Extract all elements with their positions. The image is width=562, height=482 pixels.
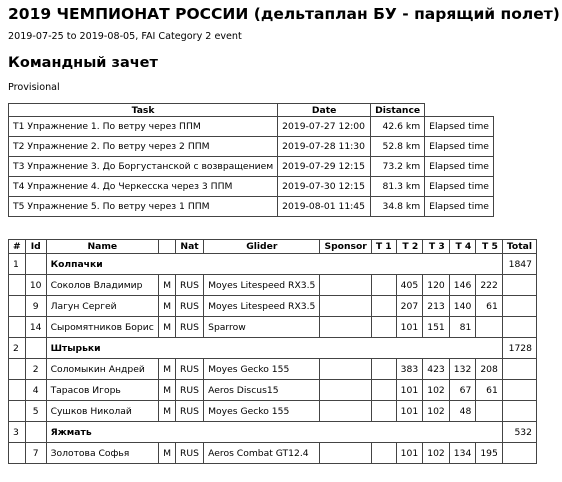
pilot-glider: Moyes Litespeed RX3.5 [204,296,320,317]
pilot-score-t3: 120 [423,275,450,296]
pilot-score-t2: 101 [396,443,423,464]
task-name: T4 Упражнение 4. До Черкесска через 3 ППМ [9,177,278,197]
team-total: 1728 [502,338,536,359]
pilot-score-t2: 101 [396,317,423,338]
results-header-id: Id [25,240,46,254]
team-row [9,422,537,443]
team-name: Яжмать [46,422,502,443]
pilot-score-t1 [371,296,396,317]
pilot-nat: RUS [176,317,204,338]
pilot-id: 5 [25,401,46,422]
task-type: Elapsed time [425,157,494,177]
pilot-glider: Moyes Litespeed RX3.5 [204,275,320,296]
pilot-sponsor [320,275,371,296]
pilot-glider: Moyes Gecko 155 [204,401,320,422]
pilot-score-t4: 132 [449,359,476,380]
pilot-id: 10 [25,275,46,296]
event-dates: 2019-07-25 to 2019-08-05, FAI Category 2 event [8,31,242,42]
pilot-total-cell [502,275,536,296]
pilot-total-cell [502,359,536,380]
pilot-total-cell [502,380,536,401]
task-distance: 34.8 km [371,197,425,217]
task-row [9,197,494,217]
pilot-id: 9 [25,296,46,317]
pilot-row [9,296,537,317]
pilot-row [9,275,537,296]
task-date: 2019-07-30 12:15 [278,177,371,197]
pilot-total-cell [502,317,536,338]
task-type: Elapsed time [425,177,494,197]
tasks-table [8,103,494,217]
results-header-sponsor: Sponsor [320,240,371,254]
pilot-score-t3: 102 [423,401,450,422]
pilot-sponsor [320,443,371,464]
task-name: T2 Упражнение 2. По ветру через 2 ППМ [9,137,278,157]
pilot-glider: Aeros Combat GT12.4 [204,443,320,464]
team-total: 532 [502,422,536,443]
results-header-t3: T 3 [423,240,450,254]
tasks-header-distance: Distance [371,104,425,117]
pilot-score-t4: 48 [449,401,476,422]
results-header-row [9,240,537,254]
pilot-id: 2 [25,359,46,380]
status-label: Provisional [8,82,60,93]
pilot-glider: Moyes Gecko 155 [204,359,320,380]
pilot-score-t3: 151 [423,317,450,338]
results-table [8,239,537,464]
results-header-t2: T 2 [396,240,423,254]
pilot-glider: Aeros Discus15 [204,380,320,401]
task-date: 2019-08-01 11:45 [278,197,371,217]
results-header-nat: Nat [176,240,204,254]
tasks-header-empty [425,104,494,117]
pilot-score-t1 [371,317,396,338]
task-type: Elapsed time [425,117,494,137]
tasks-header-date: Date [278,104,371,117]
pilot-score-t4: 140 [449,296,476,317]
pilot-rank-cell [9,359,26,380]
pilot-id: 14 [25,317,46,338]
task-date: 2019-07-29 12:15 [278,157,371,177]
pilot-nat: RUS [176,275,204,296]
pilot-sex: M [159,275,176,296]
pilot-sponsor [320,296,371,317]
pilot-score-t2: 405 [396,275,423,296]
team-rank: 1 [9,254,26,275]
team-id-cell [25,422,46,443]
pilot-sex: M [159,296,176,317]
pilot-score-t5: 222 [476,275,503,296]
pilot-nat: RUS [176,359,204,380]
pilot-score-t1 [371,275,396,296]
pilot-name: Сыромятников Борис [46,317,159,338]
pilot-score-t1 [371,443,396,464]
pilot-rank-cell [9,380,26,401]
task-name: T1 Упражнение 1. По ветру через ППМ [9,117,278,137]
pilot-rank-cell [9,275,26,296]
pilot-score-t1 [371,380,396,401]
pilot-name: Соломыкин Андрей [46,359,159,380]
pilot-score-t2: 207 [396,296,423,317]
pilot-row [9,401,537,422]
task-row [9,137,494,157]
pilot-sponsor [320,380,371,401]
team-name: Штырьки [46,338,502,359]
team-id-cell [25,338,46,359]
tasks-header-row [9,104,494,117]
team-row [9,338,537,359]
pilot-score-t2: 383 [396,359,423,380]
pilot-row [9,380,537,401]
pilot-id: 4 [25,380,46,401]
task-row [9,157,494,177]
pilot-total-cell [502,296,536,317]
team-name: Колпачки [46,254,502,275]
pilot-sex: M [159,317,176,338]
pilot-rank-cell [9,443,26,464]
results-header-glider: Glider [204,240,320,254]
pilot-score-t3: 102 [423,380,450,401]
pilot-score-t5: 61 [476,380,503,401]
pilot-rank-cell [9,317,26,338]
pilot-row [9,443,537,464]
pilot-score-t5 [476,401,503,422]
tasks-header-task: Task [9,104,278,117]
pilot-sponsor [320,359,371,380]
results-header-rank: # [9,240,26,254]
pilot-row [9,359,537,380]
task-date: 2019-07-27 12:00 [278,117,371,137]
task-row [9,177,494,197]
pilot-id: 7 [25,443,46,464]
team-rank: 3 [9,422,26,443]
pilot-nat: RUS [176,401,204,422]
pilot-nat: RUS [176,443,204,464]
pilot-row [9,317,537,338]
page-title: 2019 ЧЕМПИОНАТ РОССИИ (дельтаплан БУ - парящий полет) [8,5,560,23]
pilot-score-t5 [476,317,503,338]
team-id-cell [25,254,46,275]
pilot-score-t5: 195 [476,443,503,464]
pilot-name: Тарасов Игорь [46,380,159,401]
results-header-t4: T 4 [449,240,476,254]
results-header-sex [159,240,176,254]
pilot-nat: RUS [176,380,204,401]
task-name: T5 Упражнение 5. По ветру через 1 ППМ [9,197,278,217]
pilot-score-t1 [371,401,396,422]
results-header-t5: T 5 [476,240,503,254]
pilot-score-t3: 102 [423,443,450,464]
pilot-rank-cell [9,296,26,317]
pilot-nat: RUS [176,296,204,317]
pilot-score-t5: 61 [476,296,503,317]
team-total: 1847 [502,254,536,275]
section-heading: Командный зачет [8,55,158,71]
task-distance: 73.2 km [371,157,425,177]
pilot-score-t3: 423 [423,359,450,380]
pilot-score-t5: 208 [476,359,503,380]
pilot-score-t4: 146 [449,275,476,296]
pilot-glider: Sparrow [204,317,320,338]
pilot-sex: M [159,401,176,422]
pilot-score-t4: 67 [449,380,476,401]
pilot-sponsor [320,401,371,422]
pilot-score-t1 [371,359,396,380]
pilot-sponsor [320,317,371,338]
team-rank: 2 [9,338,26,359]
task-distance: 42.6 km [371,117,425,137]
pilot-sex: M [159,443,176,464]
results-header-t1: T 1 [371,240,396,254]
pilot-sex: M [159,359,176,380]
pilot-sex: M [159,380,176,401]
task-date: 2019-07-28 11:30 [278,137,371,157]
task-type: Elapsed time [425,137,494,157]
pilot-score-t4: 81 [449,317,476,338]
pilot-name: Соколов Владимир [46,275,159,296]
task-distance: 52.8 km [371,137,425,157]
task-type: Elapsed time [425,197,494,217]
results-header-name: Name [46,240,159,254]
pilot-name: Золотова Софья [46,443,159,464]
pilot-score-t3: 213 [423,296,450,317]
task-distance: 81.3 km [371,177,425,197]
task-name: T3 Упражнение 3. До Боргустанской с возвращением [9,157,278,177]
pilot-rank-cell [9,401,26,422]
team-row [9,254,537,275]
pilot-score-t2: 101 [396,401,423,422]
pilot-score-t2: 101 [396,380,423,401]
task-row [9,117,494,137]
pilot-name: Сушков Николай [46,401,159,422]
pilot-total-cell [502,401,536,422]
pilot-total-cell [502,443,536,464]
pilot-score-t4: 134 [449,443,476,464]
results-header-total: Total [502,240,536,254]
pilot-name: Лагун Сергей [46,296,159,317]
